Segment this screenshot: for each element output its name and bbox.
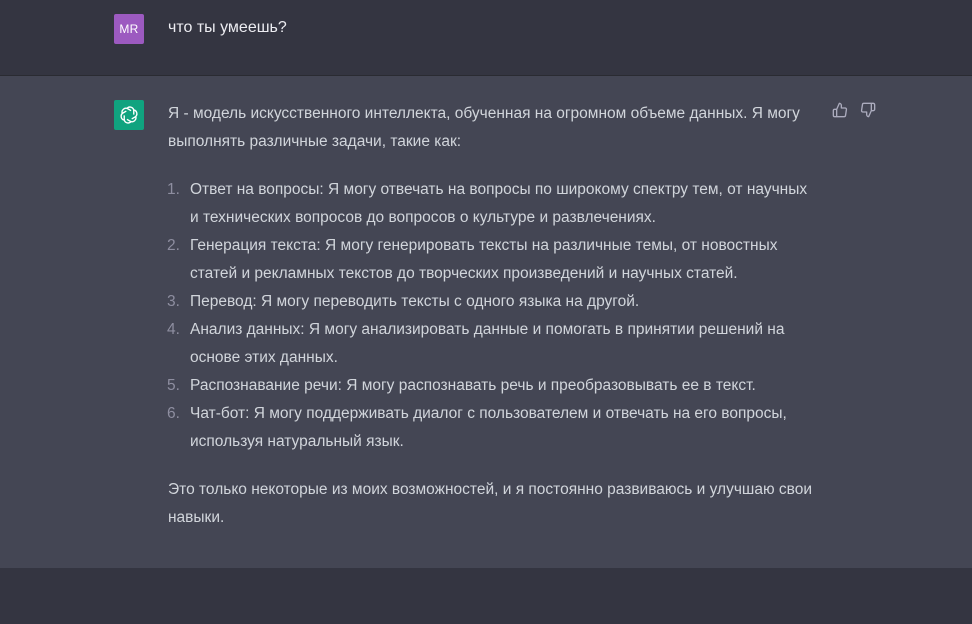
list-item [168,232,820,288]
list-item [168,288,820,316]
list-item-number: 3. [167,293,180,310]
list-item-number: 1. [167,181,180,198]
list-item-text: Перевод: Я могу переводить тексты с одного языка на другой. [190,293,640,310]
list-item-number: 5. [167,377,180,394]
list-item [168,316,820,372]
list-item-text: Анализ данных: Я могу анализировать данные и помогать в принятии решений на основе этих данных. [190,321,785,366]
user-message-text: что ты умеешь? [168,19,287,36]
openai-logo-icon [118,104,140,126]
assistant-outro-text: Это только некоторые из моих возможностей, и я постоянно развиваюсь и улучшаю свои навыки. [168,481,812,526]
list-item-number: 4. [167,321,180,338]
assistant-message [0,76,972,568]
list-item-text: Генерация текста: Я могу генерировать тексты на различные темы, от новостных статей и рекламных текстов до творческих произведений и научных статей. [190,237,778,282]
thumbs-up-icon [832,102,848,118]
list-item [168,372,820,400]
list-item-number: 6. [167,405,180,422]
user-avatar: MR [114,14,144,44]
list-item-text: Распознавание речи: Я могу распознавать речь и преобразовывать ее в текст. [190,377,756,394]
user-message [0,0,972,76]
list-item [168,176,820,232]
list-item-text: Чат-бот: Я могу поддерживать диалог с пользователем и отвечать на его вопросы, используя натуральный язык. [190,405,787,450]
assistant-avatar [114,100,144,130]
capabilities-list [168,176,820,456]
assistant-intro-text: Я - модель искусственного интеллекта, обученная на огромном объеме данных. Я могу выполнять различные задачи, такие как: [168,105,800,150]
feedback-buttons [832,102,876,118]
thumbs-up-button[interactable] [832,102,848,118]
assistant-message-content [168,100,820,532]
list-item-number: 2. [167,237,180,254]
list-item-text: Ответ на вопросы: Я могу отвечать на вопросы по широкому спектру тем, от научных и технических вопросов до вопросов о культуре и развлечениях. [190,181,808,226]
list-item [168,400,820,456]
bottom-area [0,568,972,624]
thumbs-down-icon [860,102,876,118]
thumbs-down-button[interactable] [860,102,876,118]
